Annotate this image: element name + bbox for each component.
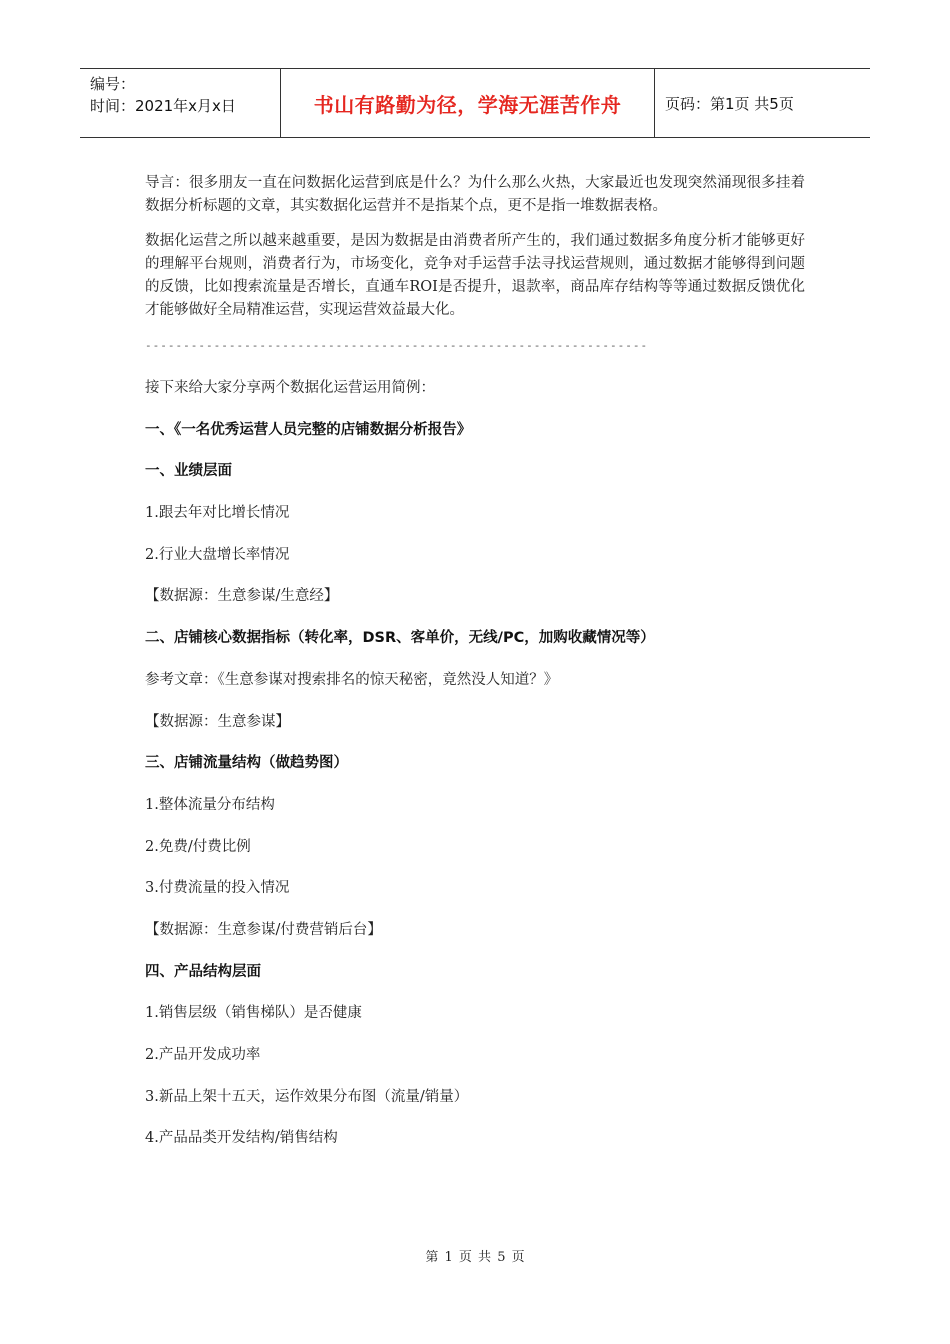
document-body (145, 172, 805, 1169)
intro-paragraph: 数据化运营之所以越来越重要，是因为数据是由消费者所产生的，我们通过数据多角度分析才能够更好的理解平台规则，消费者行为，市场变化，竞争对手运营手法寻找运营规则，通过数据才能够得到问题的反馈，比如搜索流量是否增长，直通车ROI是否提升，退款率，商品库存结构等等通过数据反馈优化才能够做好全局精准运营，实现运营效益最大化。 (145, 233, 805, 318)
section-heading: 一、业绩层面 (145, 463, 232, 480)
data-source-note: 【数据源：生意参谋/生意经】 (145, 588, 339, 605)
list-item: 2.免费/付费比例 (145, 838, 251, 855)
list-item: 3.新品上架十五天，运作效果分布图（流量/销量） (145, 1088, 469, 1105)
page-footer: 第 1 页 共 5 页 (425, 1250, 525, 1265)
data-source-note: 【数据源：生意参谋/付费营销后台】 (145, 921, 382, 938)
header-page-number: 页码：第1页 共5页 (665, 94, 794, 113)
list-item: 4.产品品类开发结构/销售结构 (145, 1130, 338, 1147)
header-meta (80, 69, 280, 137)
list-item: 1.销售层级（销售梯队）是否健康 (145, 1005, 362, 1022)
header-motto: 书山有路勤为径，学海无涯苦作舟 (280, 69, 655, 137)
header-date: 时间：2021年x月x日 (90, 97, 236, 115)
report-title: 一、《一名优秀运营人员完整的店铺数据分析报告》 (145, 421, 472, 438)
lead-line: 接下来给大家分享两个数据化运营运用简例： (145, 380, 435, 396)
list-item: 2.行业大盘增长率情况 (145, 546, 290, 563)
list-item: 3.付费流量的投入情况 (145, 880, 290, 897)
section-heading: 四、产品结构层面 (145, 963, 261, 980)
section-divider: ------------------------------------------------------------------ (145, 339, 649, 352)
page-header (80, 68, 870, 138)
section-heading: 二、店铺核心数据指标（转化率，DSR、客单价，无线/PC，加购收藏情况等） (145, 630, 655, 647)
list-item: 1.整体流量分布结构 (145, 796, 275, 813)
list-item: 2.产品开发成功率 (145, 1047, 261, 1063)
header-number: 编号： (90, 75, 136, 93)
intro-paragraph: 导言：很多朋友一直在问数据化运营到底是什么？为什么那么火热，大家最近也发现突然涌现很多挂着数据分析标题的文章，其实数据化运营并不是指某个点，更不是指一堆数据表格。 (145, 175, 805, 214)
reference-article: 参考文章：《生意参谋对搜索排名的惊天秘密，竟然没人知道？》 (145, 671, 559, 688)
section-heading: 三、店铺流量结构（做趋势图） (145, 755, 348, 772)
data-source-note: 【数据源：生意参谋】 (145, 713, 290, 730)
list-item: 1.跟去年对比增长情况 (145, 505, 290, 522)
